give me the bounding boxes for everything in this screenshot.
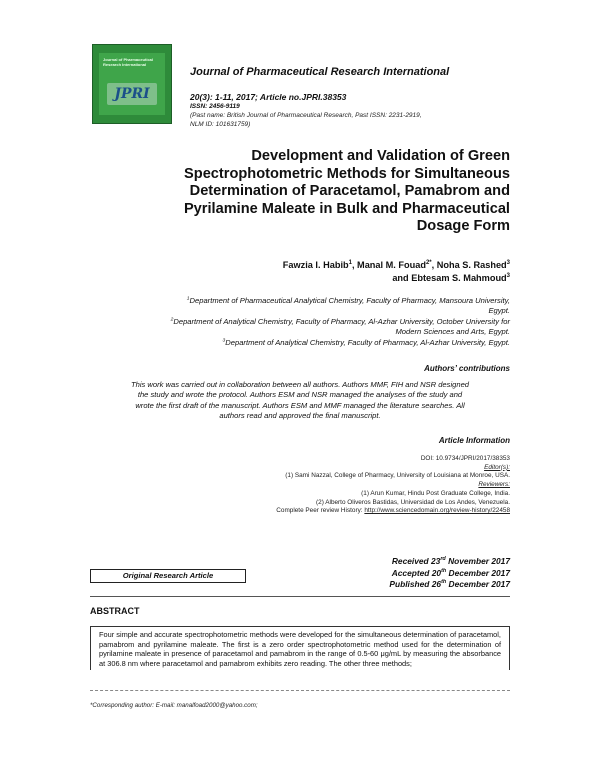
title-line: Determination of Paracetamol, Pamabrom and [189, 183, 510, 199]
abstract-heading: ABSTRACT [90, 606, 140, 616]
corresponding-author-footnote: *Corresponding author: E-mail: manalfoad2000@yahoo.com; [90, 702, 258, 709]
affiliation: $^3$Department of Analytical Chemistry, Faculty of Pharmacy, Al-Azhar University, Egypt. [222, 337, 510, 347]
nlm-id: NLM ID: 101631759) [190, 121, 251, 128]
author-affil-sup: 1 [348, 259, 352, 266]
abstract-text: Four simple and accurate spectrophotometric methods were developed for the simultaneous determination of paracetamol, pamabrom and pyrilamine maleate. The first is a zero order spectrophotometric method used for the determination of pyrilamine maleate in presence of paracetamol and pamabrom in the range of 0.5-60 μg/mL by measuring the absorbance at 306.8 nm where paracetamol and pamabrom exhibits zero reading. The other three methods; [99, 630, 501, 668]
editor: (1) Sami Nazzal, College of Pharmacy, University of Louisiana at Monroe, USA. [285, 472, 510, 480]
contributions-heading: Authors’ contributions [424, 364, 510, 373]
received-date: Received 23rd November 2017 [391, 556, 510, 566]
affiliations [70, 296, 510, 348]
title-line: Spectrophotometric Methods for Simultaneous [184, 165, 510, 182]
author-name: Noha S. Rashed [436, 260, 507, 270]
author-name: Ebtesam S. Mahmoud [411, 273, 507, 283]
published-date: Published 26th December 2017 [389, 579, 510, 589]
accepted-date: Accepted 20th December 2017 [391, 567, 510, 578]
abstract-box [90, 626, 510, 670]
author-affil-sup: 3 [506, 272, 510, 279]
cover-title: Journal of Pharmaceutical Research International [103, 57, 154, 67]
author-affil-sup: 3 [506, 259, 510, 266]
title-line: Development and Validation of Green [251, 148, 510, 164]
affiliation-sup: 2 [170, 317, 174, 323]
article-type-box: Original Research Article [90, 569, 246, 583]
reviewer: (1) Arun Kumar, Hindu Post Graduate College, India. [361, 489, 510, 497]
title-line: Pyrilamine Maleate in Bulk and Pharmaceutical [183, 200, 510, 217]
review-history-link[interactable]: http://www.sciencedomain.org/review-history/22458 [364, 507, 510, 515]
authors-line-1 [283, 260, 510, 270]
reviewers-label: Reviewers: [478, 481, 510, 489]
history-label: Complete Peer review History: [276, 507, 365, 515]
article-dates [389, 556, 510, 591]
author-separator: , [351, 260, 358, 270]
divider [90, 596, 510, 597]
author-affil-sup: 2* [425, 259, 432, 266]
affiliation: Modern Sciences and Arts, Egypt. [395, 327, 510, 337]
paper-title [130, 148, 510, 236]
editors-label: Editor(s): [484, 463, 510, 471]
affiliation: Egypt. [488, 306, 510, 316]
author-separator: , [431, 260, 437, 270]
contributions-text: This work was carried out in collaboration between all authors. Authors MMF, FIH and NSR designed the study and wrote the protocol. Authors ESM and NSR managed the analyses of the study and wrote the first draft of the manuscript. Authors ESM and MMF managed the literature searches. All authors read and approved the final manuscript. [130, 380, 470, 421]
issue-info: 20(3): 1-11, 2017; Article no.JPRI.38353 [190, 92, 347, 102]
article-info-heading: Article Information [438, 436, 510, 445]
journal-cover-image [92, 44, 172, 124]
cover-panel [99, 53, 165, 115]
journal-name: Journal of Pharmaceutical Research International [190, 66, 450, 78]
issn: ISSN: 2456-9119 [190, 103, 240, 110]
affiliation-sup: 3 [222, 338, 226, 344]
author-name: Manal M. Fouad [357, 260, 426, 270]
affiliation: $^2$Department of Analytical Chemistry, Faculty of Pharmacy, Al-Azhar University, October University for [170, 316, 510, 326]
previous-name: (Past name: British Journal of Pharmaceutical Research, Past ISSN: 2231-2919, [190, 112, 422, 119]
doi: DOI: 10.9734/JPRI/2017/38353 [420, 455, 510, 462]
author-and: and [392, 273, 412, 283]
title-line: Dosage Form [416, 218, 510, 234]
author-name: Fawzia I. Habib [282, 260, 349, 270]
article-info [110, 455, 510, 516]
footnote-divider [90, 690, 510, 691]
affiliation: $^1$Department of Pharmaceutical Analytical Chemistry, Faculty of Pharmacy, Mansoura University, [186, 296, 510, 305]
cover-logo: JPRI [107, 83, 157, 105]
authors-line-2 [392, 273, 510, 283]
affiliation-sup: 1 [186, 296, 190, 302]
reviewer: (2) Alberto Oliveros Bastidas, Universidad de Los Andes, Venezuela. [316, 498, 510, 506]
